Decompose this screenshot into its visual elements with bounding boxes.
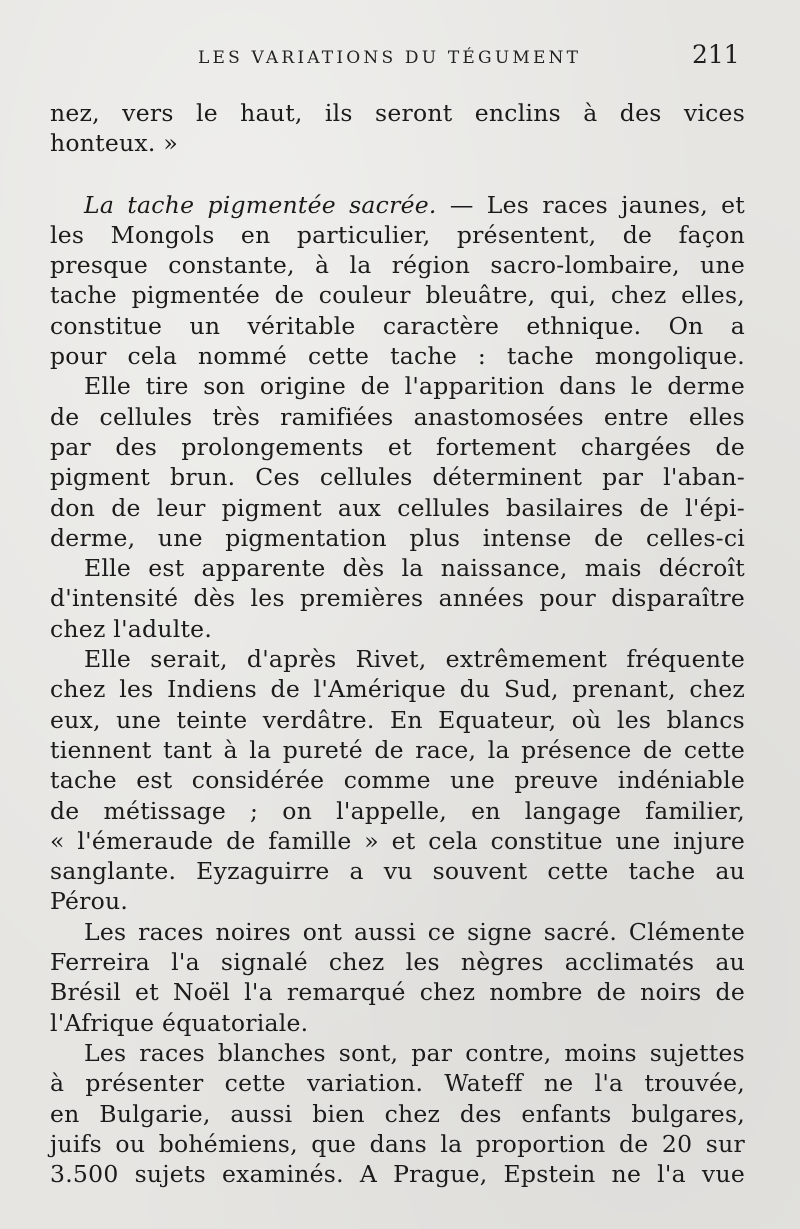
text-line: Elle serait, d'après Rivet, extrêmement fréquente (84, 645, 745, 674)
text-line: juifs ou bohémiens, que dans la proportion de 20 sur (50, 1129, 745, 1158)
text-line: eux, une teinte verdâtre. En Equateur, où les blancs (50, 705, 745, 734)
text-line: tache est considérée comme une preuve indéniable (50, 766, 745, 795)
page-header (0, 40, 800, 80)
heading-continuation: — Les races jaunes, et (436, 190, 745, 219)
text-line: Brésil et Noël l'a remarqué chez nombre de noirs de (50, 978, 745, 1007)
section-heading-line (50, 190, 745, 220)
text-line: tache pigmentée de couleur bleuâtre, qui, chez elles, (50, 281, 745, 310)
text-line: tiennent tant à la pureté de race, la présence de cette (50, 735, 745, 764)
text-line: l'Afrique équatoriale. (50, 1008, 309, 1037)
text-line: pigment brun. Ces cellules déterminent par l'aban- (50, 463, 745, 492)
text-line: Pérou. (50, 887, 129, 916)
text-line: Elle tire son origine de l'apparition dans le derme (84, 372, 745, 401)
section-heading: La tache pigmentée sacrée. (84, 190, 437, 219)
text-line: Ferreira l'a signalé chez les nègres acclimatés au (50, 948, 745, 977)
text-line: de métissage ; on l'appelle, en langage familier, (50, 796, 745, 825)
text-line: constitue un véritable caractère ethnique. On a (50, 311, 745, 340)
running-title: LES VARIATIONS DU TÉGUMENT (198, 48, 582, 68)
text-line: honteux. » (50, 129, 178, 158)
text-line: nez, vers le haut, ils seront enclins à des vices (50, 99, 745, 127)
text-line: Elle est apparente dès la naissance, mais décroît (84, 554, 745, 583)
text-line: par des prolongements et fortement chargées de (50, 432, 745, 461)
text-line: presque constante, à la région sacro-lombaire, une (50, 251, 745, 280)
text-line: derme, une pigmentation plus intense de celles-ci (50, 523, 745, 552)
text-line: les Mongols en particulier, présentent, de façon (50, 220, 745, 249)
paragraph-gap (50, 159, 745, 190)
text-line: Les races noires ont aussi ce signe sacré. Clémente (84, 917, 745, 946)
text-line: de cellules très ramifiées anastomosées entre elles (50, 402, 745, 431)
text-line: 3.500 sujets examinés. A Prague, Epstein ne l'a vue (50, 1160, 745, 1189)
text-line: pour cela nommé cette tache : tache mongolique. (50, 342, 745, 371)
text-line: en Bulgarie, aussi bien chez des enfants bulgares, (50, 1099, 745, 1128)
body-text (50, 98, 745, 1189)
text-line: Les races blanches sont, par contre, moins sujettes (84, 1038, 745, 1067)
text-line: chez les Indiens de l'Amérique du Sud, prenant, chez (50, 675, 745, 704)
text-line: chez l'adulte. (50, 614, 213, 643)
text-line: à présenter cette variation. Wateff ne l'a trouvée, (50, 1069, 745, 1098)
text-line: « l'émeraude de famille » et cela constitue une injure (50, 826, 745, 855)
page-number: 211 (692, 40, 740, 69)
text-line: d'intensité dès les premières années pour disparaître (50, 584, 745, 613)
text-line: sanglante. Eyzaguirre a vu souvent cette tache au (50, 857, 745, 886)
text-line: don de leur pigment aux cellules basilaires de l'épi- (50, 493, 745, 522)
